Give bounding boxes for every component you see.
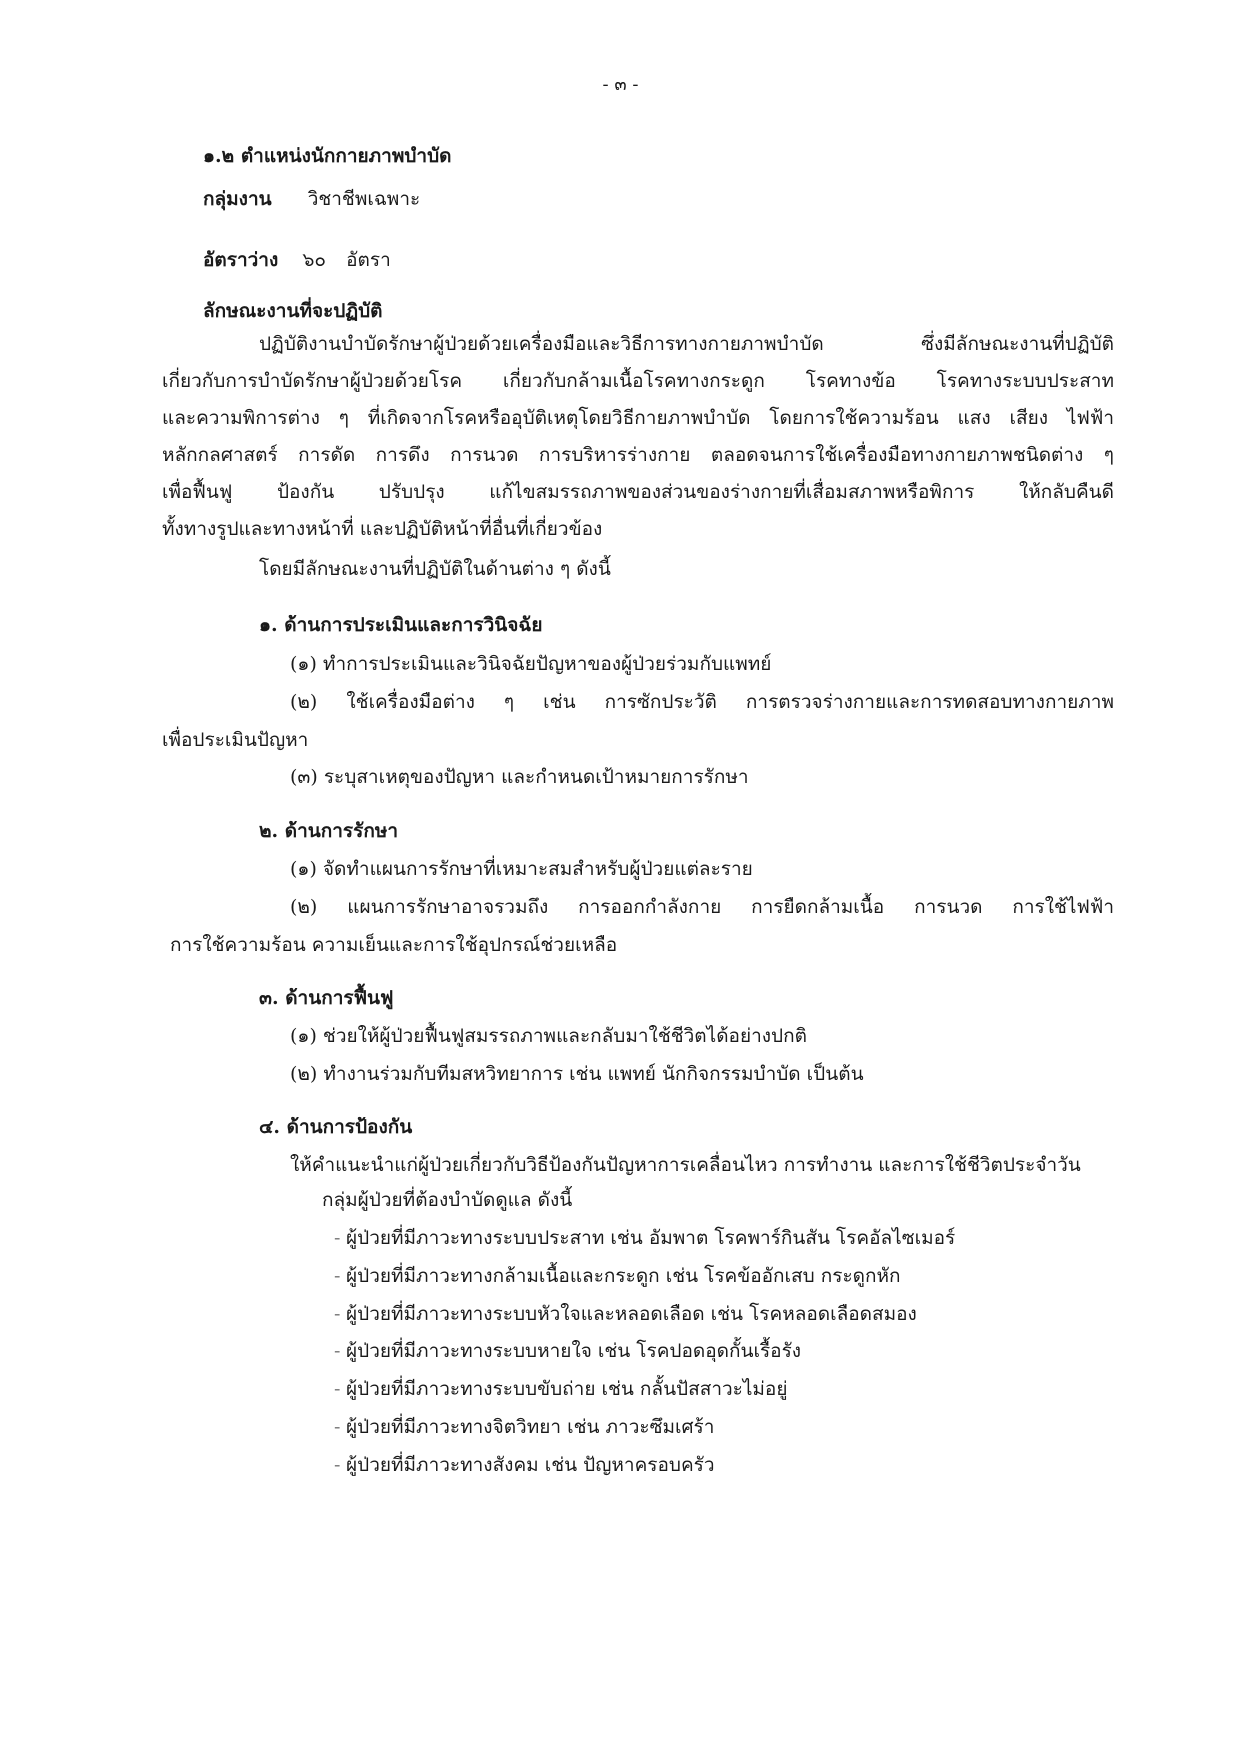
patient-group-item: - ผู้ป่วยที่มีภาวะทางระบบหัวใจและหลอดเลือด เช่น โรคหลอดเลือดสมอง <box>334 1303 917 1325</box>
section-item: (๒) ใช้เครื่องมือต่าง ๆ เช่น การซักประวัติ การตรวจร่างกายและการทดสอบทางกายภาพ <box>290 691 1114 713</box>
bullet-dash: - <box>334 1227 341 1249</box>
section-title: ๒. ด้านการรักษา <box>259 820 399 842</box>
job-nature-heading: ลักษณะงานที่จะปฏิบัติ <box>203 300 383 322</box>
section-item-continued: การใช้ความร้อน ความเย็นและการใช้อุปกรณ์ช่วยเหลือ <box>170 934 618 956</box>
section-text: ให้คำแนะนำแก่ผู้ป่วยเกี่ยวกับวิธีป้องกันปัญหาการเคลื่อนไหว การทำงาน และการใช้ชีวิตประจำวัน <box>290 1154 1081 1176</box>
vacancies-unit: อัตรา <box>346 249 391 271</box>
bullet-dash: - <box>334 1265 341 1287</box>
patient-group-item: - ผู้ป่วยที่มีภาวะทางกล้ามเนื้อและกระดูก เช่น โรคข้ออักเสบ กระดูกหัก <box>334 1265 901 1287</box>
vacancies-row <box>203 247 391 273</box>
bullet-dash: - <box>334 1303 341 1325</box>
intro-line: เพื่อฟื้นฟู ป้องกัน ปรับปรุง แก้ไขสมรรถภาพของส่วนของร่างกายที่เสื่อมสภาพหรือพิการ ให้กลับคืนดี <box>162 481 1114 503</box>
intro-line: และความพิการต่าง ๆ ที่เกิดจากโรคหรืออุบัติเหตุโดยวิธีกายภาพบำบัด โดยการใช้ความร้อน แสง เสียง ไฟฟ้า <box>162 407 1114 429</box>
patient-group-item: - ผู้ป่วยที่มีภาวะทางระบบขับถ่าย เช่น กลั้นปัสสาวะไม่อยู่ <box>334 1378 788 1400</box>
vacancies-label: อัตราว่าง <box>203 249 279 271</box>
patient-group-item: - ผู้ป่วยที่มีภาวะทางจิตวิทยา เช่น ภาวะซึมเศร้า <box>334 1416 715 1438</box>
position-heading: ๑.๒ ตำแหน่งนักกายภาพบำบัด <box>203 145 452 167</box>
patient-group-item: - ผู้ป่วยที่มีภาวะทางระบบประสาท เช่น อัมพาต โรคพาร์กินสัน โรคอัลไซเมอร์ <box>334 1227 956 1249</box>
bullet-dash: - <box>334 1340 341 1362</box>
work-group-value: วิชาชีพเฉพาะ <box>307 188 421 210</box>
section-item: (๑) จัดทำแผนการรักษาที่เหมาะสมสำหรับผู้ป่วยแต่ละราย <box>290 858 753 880</box>
patient-group-item: - ผู้ป่วยที่มีภาวะทางระบบหายใจ เช่น โรคปอดอุดกั้นเรื้อรัง <box>334 1340 802 1362</box>
section-item-continued: เพื่อประเมินปัญหา <box>162 729 309 751</box>
bullet-dash: - <box>334 1454 341 1476</box>
section-item: (๓) ระบุสาเหตุของปัญหา และกำหนดเป้าหมายการรักษา <box>290 766 749 788</box>
work-group-row <box>203 186 420 212</box>
work-group-label: กลุ่มงาน <box>203 188 272 210</box>
page-number: - ๓ - <box>602 74 639 95</box>
section-title: ๓. ด้านการฟื้นฟู <box>259 987 394 1009</box>
intro-line: ทั้งทางรูปและทางหน้าที่ และปฏิบัติหน้าที่อื่นที่เกี่ยวข้อง <box>162 518 603 540</box>
intro-line: เกี่ยวกับการบำบัดรักษาผู้ป่วยด้วยโรค เกี่ยวกับกล้ามเนื้อโรคทางกระดูก โรคทางข้อ โรคทางระบบประสาท <box>162 370 1114 392</box>
section-title: ๑. ด้านการประเมินและการวินิจฉัย <box>259 614 543 636</box>
intro-lead: โดยมีลักษณะงานที่ปฏิบัติในด้านต่าง ๆ ดังนี้ <box>259 558 611 580</box>
intro-line: ปฏิบัติงานบำบัดรักษาผู้ป่วยด้วยเครื่องมือและวิธีการทางกายภาพบำบัด ซึ่งมีลักษณะงานที่ปฏิบัติ <box>259 333 1114 355</box>
patient-groups-lead: กลุ่มผู้ป่วยที่ต้องบำบัดดูแล ดังนี้ <box>322 1189 573 1211</box>
patient-group-item: - ผู้ป่วยที่มีภาวะทางสังคม เช่น ปัญหาครอบครัว <box>334 1454 715 1476</box>
section-item: (๑) ทำการประเมินและวินิจฉัยปัญหาของผู้ป่วยร่วมกับแพทย์ <box>290 653 772 675</box>
intro-line: หลักกลศาสตร์ การดัด การดึง การนวด การบริหารร่างกาย ตลอดจนการใช้เครื่องมือทางกายภาพชนิดต่าง ๆ <box>162 444 1114 466</box>
bullet-dash: - <box>334 1416 341 1438</box>
section-item: (๒) ทำงานร่วมกับทีมสหวิทยาการ เช่น แพทย์ นักกิจกรรมบำบัด เป็นต้น <box>290 1063 864 1085</box>
section-title: ๔. ด้านการป้องกัน <box>259 1116 413 1138</box>
bullet-dash: - <box>334 1378 341 1400</box>
vacancies-value: ๖๐ <box>302 249 327 271</box>
section-item: (๒) แผนการรักษาอาจรวมถึง การออกกำลังกาย การยืดกล้ามเนื้อ การนวด การใช้ไฟฟ้า <box>290 896 1114 918</box>
section-item: (๑) ช่วยให้ผู้ป่วยฟื้นฟูสมรรถภาพและกลับมาใช้ชีวิตได้อย่างปกติ <box>290 1025 807 1047</box>
